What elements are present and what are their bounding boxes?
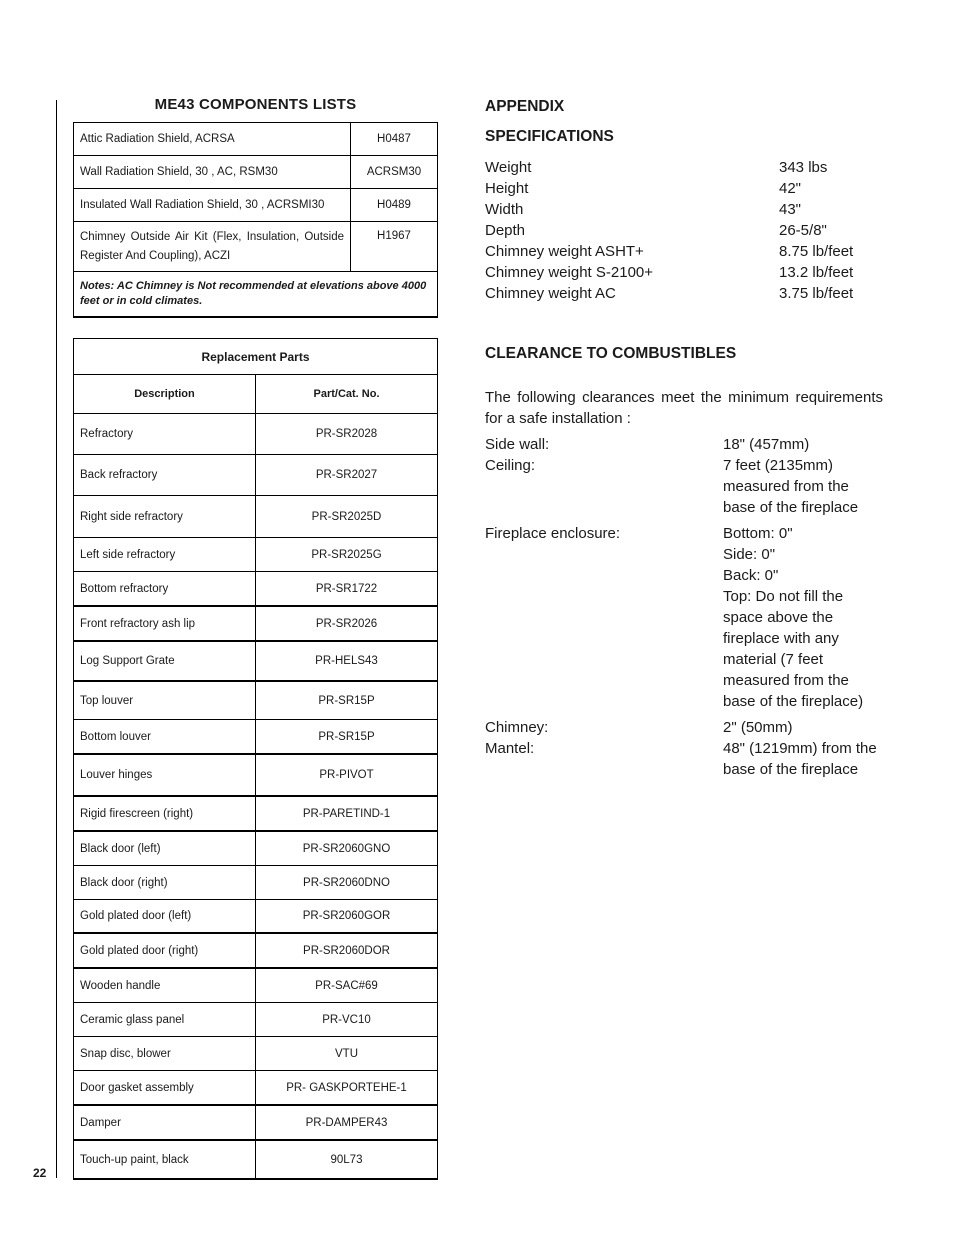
part-description: Door gasket assembly xyxy=(74,1071,256,1106)
part-number: PR-SR2060GOR xyxy=(256,900,438,934)
spec-row xyxy=(485,178,885,199)
spec-value: 42" xyxy=(779,180,802,197)
part-description: Front refractory ash lip xyxy=(74,606,256,641)
table-row xyxy=(74,754,438,796)
spec-value: 8.75 lb/feet xyxy=(779,243,854,260)
specifications-list xyxy=(485,157,885,304)
clearance-value: Bottom: 0" Side: 0" Back: 0" Top: Do not fill the space above the fireplace with any material (7 feet measured from the base of the fireplace) xyxy=(723,525,864,710)
part-number: PR-SR15P xyxy=(256,681,438,720)
part-description: Gold plated door (left) xyxy=(74,900,256,934)
part-number: PR-SR2060DOR xyxy=(256,933,438,968)
spec-label: Width xyxy=(485,201,524,218)
table-row xyxy=(74,496,438,538)
part-number: PR-SR2060DNO xyxy=(256,866,438,900)
part-number: PR-PARETIND-1 xyxy=(256,796,438,831)
part-number: VTU xyxy=(256,1037,438,1071)
table-row xyxy=(74,968,438,1003)
clearance-value: 2" (50mm) xyxy=(723,719,793,736)
component-description: Attic Radiation Shield, ACRSA xyxy=(74,123,351,156)
part-description: Bottom refractory xyxy=(74,572,256,607)
part-number: PR-HELS43 xyxy=(256,641,438,681)
clearance-row xyxy=(485,717,885,738)
clearance-value: 7 feet (2135mm) measured from the base of the fireplace xyxy=(723,457,859,516)
part-number: PR-DAMPER43 xyxy=(256,1105,438,1140)
clearance-label: Mantel: xyxy=(485,740,535,757)
part-description: Left side refractory xyxy=(74,538,256,572)
spec-value: 43" xyxy=(779,201,802,218)
table-row xyxy=(74,606,438,641)
table-row xyxy=(74,538,438,572)
component-part-number: H1967 xyxy=(351,222,438,272)
clearance-row xyxy=(485,738,885,780)
spec-label: Chimney weight ASHT+ xyxy=(485,243,644,260)
component-part-number: H0487 xyxy=(351,123,438,156)
table-row xyxy=(74,933,438,968)
spec-row xyxy=(485,241,885,262)
clearance-label: Chimney: xyxy=(485,719,549,736)
left-column xyxy=(73,96,438,1180)
part-description: Louver hinges xyxy=(74,754,256,796)
spec-value: 26-5/8" xyxy=(779,222,827,239)
table-row xyxy=(74,156,438,189)
specifications-heading: SPECIFICATIONS xyxy=(485,128,614,145)
part-description: Back refractory xyxy=(74,455,256,496)
part-number: PR-SR2026 xyxy=(256,606,438,641)
clearance-heading: CLEARANCE TO COMBUSTIBLES xyxy=(485,345,737,362)
table-row xyxy=(74,866,438,900)
appendix-heading: APPENDIX xyxy=(485,98,565,115)
table-row xyxy=(74,831,438,866)
table-row xyxy=(74,681,438,720)
part-description: Gold plated door (right) xyxy=(74,933,256,968)
components-note: Notes: AC Chimney is Not recommended at elevations above 4000 feet or in cold climates. xyxy=(74,272,438,318)
spec-row xyxy=(485,199,885,220)
part-number: PR-SR2028 xyxy=(256,414,438,455)
component-part-number: H0489 xyxy=(351,189,438,222)
component-description: Chimney Outside Air Kit (Flex, Insulation, Outside Register And Coupling), ACZI xyxy=(74,222,351,272)
part-description: Black door (left) xyxy=(74,831,256,866)
part-description: Top louver xyxy=(74,681,256,720)
spec-row xyxy=(485,283,885,304)
part-number: PR-SR2027 xyxy=(256,455,438,496)
clearance-row xyxy=(485,455,885,518)
part-description: Wooden handle xyxy=(74,968,256,1003)
component-description: Insulated Wall Radiation Shield, 30 , ACRSMI30 xyxy=(74,189,351,222)
part-description: Rigid firescreen (right) xyxy=(74,796,256,831)
table-row xyxy=(74,900,438,934)
part-description: Touch-up paint, black xyxy=(74,1140,256,1179)
part-number: PR-SR1722 xyxy=(256,572,438,607)
part-description: Snap disc, blower xyxy=(74,1037,256,1071)
table-row xyxy=(74,1071,438,1106)
part-description: Right side refractory xyxy=(74,496,256,538)
spec-row xyxy=(485,157,885,178)
spec-label: Chimney weight S-2100+ xyxy=(485,264,654,281)
components-table xyxy=(73,122,438,318)
spec-value: 343 lbs xyxy=(779,159,828,176)
table-row xyxy=(74,1037,438,1071)
part-description: Bottom louver xyxy=(74,720,256,755)
part-number: PR-PIVOT xyxy=(256,754,438,796)
table-row xyxy=(74,572,438,607)
spec-value: 13.2 lb/feet xyxy=(779,264,854,281)
clearance-label: Ceiling: xyxy=(485,457,536,474)
part-number: PR-SR15P xyxy=(256,720,438,755)
spec-row xyxy=(485,220,885,241)
table-row xyxy=(74,720,438,755)
clearance-label: Fireplace enclosure: xyxy=(485,525,621,542)
replacement-parts-table xyxy=(73,338,438,1180)
table-row xyxy=(74,1140,438,1179)
table-row xyxy=(74,414,438,455)
spec-label: Weight xyxy=(485,159,532,176)
part-number: PR-SR2025G xyxy=(256,538,438,572)
components-title: ME43 COMPONENTS LISTS xyxy=(154,96,357,113)
part-description: Refractory xyxy=(74,414,256,455)
spec-label: Height xyxy=(485,180,529,197)
clearance-label: Side wall: xyxy=(485,436,550,453)
part-description: Black door (right) xyxy=(74,866,256,900)
clearance-list xyxy=(485,434,885,785)
table-row xyxy=(74,1105,438,1140)
col-header-description: Description xyxy=(74,375,256,414)
table-row xyxy=(74,123,438,156)
part-number: PR-SR2060GNO xyxy=(256,831,438,866)
spec-label: Chimney weight AC xyxy=(485,285,616,302)
clearance-value: 48" (1219mm) from the base of the fireplace xyxy=(723,740,877,778)
clearance-row xyxy=(485,523,885,712)
clearance-intro: The following clearances meet the minimum requirements for a safe installation : xyxy=(485,389,883,427)
part-number: PR-VC10 xyxy=(256,1003,438,1037)
part-description: Damper xyxy=(74,1105,256,1140)
clearance-row xyxy=(485,434,885,455)
spec-value: 3.75 lb/feet xyxy=(779,285,854,302)
table-row xyxy=(74,641,438,681)
col-header-part: Part/Cat. No. xyxy=(256,375,438,414)
component-description: Wall Radiation Shield, 30 , AC, RSM30 xyxy=(74,156,351,189)
replacement-caption: Replacement Parts xyxy=(74,339,438,375)
part-description: Ceramic glass panel xyxy=(74,1003,256,1037)
table-row xyxy=(74,189,438,222)
table-row xyxy=(74,222,438,272)
table-row xyxy=(74,796,438,831)
margin-rule xyxy=(56,100,57,1178)
part-number: PR-SAC#69 xyxy=(256,968,438,1003)
table-row xyxy=(74,1003,438,1037)
part-number: 90L73 xyxy=(256,1140,438,1179)
part-number: PR- GASKPORTEHE-1 xyxy=(256,1071,438,1106)
spec-label: Depth xyxy=(485,222,526,239)
page-number: 22 xyxy=(33,1166,47,1180)
table-row xyxy=(74,455,438,496)
component-part-number: ACRSM30 xyxy=(351,156,438,189)
clearance-value: 18" (457mm) xyxy=(723,436,810,453)
part-description: Log Support Grate xyxy=(74,641,256,681)
spec-row xyxy=(485,262,885,283)
part-number: PR-SR2025D xyxy=(256,496,438,538)
